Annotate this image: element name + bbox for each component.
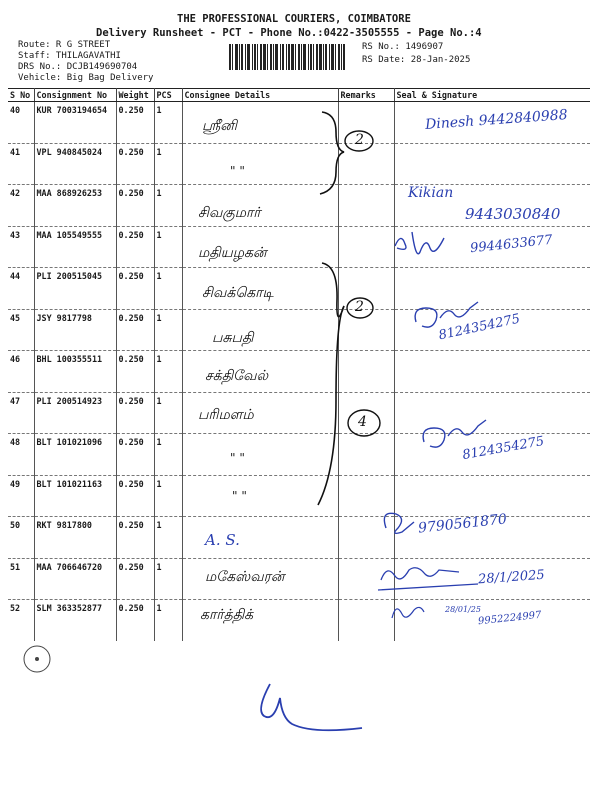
consignment-cell: MAA 105549555 bbox=[34, 226, 116, 268]
remark-mark: 2 bbox=[355, 299, 364, 315]
weight-cell: 0.250 bbox=[116, 268, 154, 310]
signature-scribble bbox=[378, 568, 478, 590]
handwritten-consignee: A. S. bbox=[205, 531, 240, 549]
handwritten-consignee: சிவகுமார் bbox=[198, 205, 261, 221]
pcs-cell: 1 bbox=[154, 558, 182, 600]
sno-cell: 46 bbox=[8, 351, 34, 393]
signature-scribble bbox=[423, 420, 486, 447]
column-header-remarks: Remarks bbox=[338, 89, 394, 102]
handwritten-phone: 8124354275 bbox=[437, 311, 522, 344]
pcs-cell: 1 bbox=[154, 517, 182, 559]
bottom-scribble bbox=[261, 684, 362, 730]
sno-cell: 45 bbox=[8, 309, 34, 351]
column-header-consignment: Consignment No bbox=[34, 89, 116, 102]
staff-label: Staff: THILAGAVATHI bbox=[18, 51, 121, 61]
pcs-cell: 1 bbox=[154, 434, 182, 476]
pcs-cell: 1 bbox=[154, 600, 182, 641]
handwritten-phone: 9790561870 bbox=[417, 511, 508, 537]
signature-scribble bbox=[415, 302, 478, 327]
handwritten-consignee: மதியழகன் bbox=[198, 245, 267, 261]
weight-cell: 0.250 bbox=[116, 102, 154, 144]
drs-number: DRS No.: DCJB149690704 bbox=[18, 62, 138, 72]
handwritten-signature: Kikian bbox=[408, 185, 454, 201]
pcs-cell: 1 bbox=[154, 226, 182, 268]
sno-cell: 48 bbox=[8, 434, 34, 476]
sno-cell: 40 bbox=[8, 102, 34, 144]
handwritten-consignee: கார்த்திக் bbox=[200, 607, 254, 623]
column-header-consignee: Consignee Details bbox=[182, 89, 338, 102]
consignment-cell: KUR 7003194654 bbox=[34, 102, 116, 144]
weight-cell: 0.250 bbox=[116, 517, 154, 559]
pcs-cell: 1 bbox=[154, 102, 182, 144]
handwritten-date: 28/1/2025 bbox=[477, 567, 546, 588]
remarks-brace-top bbox=[320, 112, 344, 194]
weight-cell: 0.250 bbox=[116, 600, 154, 641]
handwritten-phone: 9952224997 bbox=[477, 609, 543, 628]
signature-scribble bbox=[392, 607, 424, 618]
vehicle-label: Vehicle: Big Bag Delivery bbox=[18, 73, 154, 83]
handwritten-consignee: " " bbox=[230, 164, 245, 178]
consignment-cell: PLI 200515045 bbox=[34, 268, 116, 310]
weight-cell: 0.250 bbox=[116, 434, 154, 476]
consignment-cell: VPL 940845024 bbox=[34, 143, 116, 185]
sno-cell: 52 bbox=[8, 600, 34, 641]
weight-cell: 0.250 bbox=[116, 226, 154, 268]
column-header-signature: Seal & Signature bbox=[394, 89, 590, 102]
handwritten-consignee: சக்திவேல் bbox=[205, 368, 269, 384]
weight-cell: 0.250 bbox=[116, 558, 154, 600]
column-header-pcs: PCS bbox=[154, 89, 182, 102]
handwritten-signature: Dinesh 9442840988 bbox=[424, 107, 569, 133]
handwritten-phone: 9443030840 bbox=[465, 205, 561, 223]
sno-cell: 41 bbox=[8, 143, 34, 185]
pcs-cell: 1 bbox=[154, 268, 182, 310]
pcs-cell: 1 bbox=[154, 185, 182, 227]
remarks-circle bbox=[348, 410, 380, 436]
handwritten-phone: 8124354275 bbox=[461, 433, 546, 464]
weight-cell: 0.250 bbox=[116, 351, 154, 393]
consignment-cell: MAA 868926253 bbox=[34, 185, 116, 227]
pcs-cell: 1 bbox=[154, 309, 182, 351]
sno-cell: 42 bbox=[8, 185, 34, 227]
sno-cell: 50 bbox=[8, 517, 34, 559]
consignment-cell: BLT 101021096 bbox=[34, 434, 116, 476]
weight-cell: 0.250 bbox=[116, 392, 154, 434]
weight-cell: 0.250 bbox=[116, 185, 154, 227]
handwritten-date: 28/01/25 bbox=[445, 605, 481, 614]
remark-mark: 2 bbox=[355, 132, 364, 148]
consignment-cell: BHL 100355511 bbox=[34, 351, 116, 393]
sno-cell: 47 bbox=[8, 392, 34, 434]
handwritten-consignee: " " bbox=[230, 451, 245, 465]
remark-mark: 4 bbox=[358, 414, 367, 430]
consignment-cell: RKT 9817800 bbox=[34, 517, 116, 559]
handwritten-consignee: சிவக்கொடி bbox=[202, 285, 274, 301]
column-header-sno: S No bbox=[8, 89, 34, 102]
handwritten-consignee: பரிமளம் bbox=[198, 407, 254, 423]
punch-hole-center bbox=[35, 657, 39, 661]
weight-cell: 0.250 bbox=[116, 143, 154, 185]
handwritten-consignee: பசுபதி bbox=[212, 330, 254, 346]
pcs-cell: 1 bbox=[154, 392, 182, 434]
signature-scribble bbox=[384, 513, 414, 533]
consignment-cell: BLT 101021163 bbox=[34, 475, 116, 517]
pcs-cell: 1 bbox=[154, 143, 182, 185]
sno-cell: 49 bbox=[8, 475, 34, 517]
remarks-circle bbox=[345, 131, 373, 151]
sno-cell: 44 bbox=[8, 268, 34, 310]
consignment-cell: JSY 9817798 bbox=[34, 309, 116, 351]
pcs-cell: 1 bbox=[154, 475, 182, 517]
signature-scribble bbox=[395, 232, 444, 254]
remarks-brace-bottom bbox=[318, 263, 344, 505]
handwritten-consignee: " " bbox=[232, 489, 247, 503]
sno-cell: 51 bbox=[8, 558, 34, 600]
remarks-circle bbox=[347, 298, 373, 318]
consignment-cell: SLM 363352877 bbox=[34, 600, 116, 641]
handwritten-consignee: ஸ்ரீனி bbox=[202, 118, 237, 134]
route-label: Route: R G STREET bbox=[18, 40, 111, 50]
consignment-cell: PLI 200514923 bbox=[34, 392, 116, 434]
weight-cell: 0.250 bbox=[116, 309, 154, 351]
rs-date: RS Date: 28-Jan-2025 bbox=[362, 55, 471, 65]
sno-cell: 43 bbox=[8, 226, 34, 268]
handwritten-consignee: மகேஸ்வரன் bbox=[205, 569, 285, 585]
pcs-cell: 1 bbox=[154, 351, 182, 393]
runsheet-subtitle: Delivery Runsheet - PCT - Phone No.:0422-3505555 - Page No.:4 bbox=[96, 27, 482, 39]
handwritten-phone: 9944633677 bbox=[469, 232, 554, 257]
column-header-weight: Weight bbox=[116, 89, 154, 102]
company-name: THE PROFESSIONAL COURIERS, COIMBATORE bbox=[177, 13, 411, 25]
weight-cell: 0.250 bbox=[116, 475, 154, 517]
consignment-cell: MAA 706646720 bbox=[34, 558, 116, 600]
rs-number: RS No.: 1496907 bbox=[362, 42, 444, 52]
